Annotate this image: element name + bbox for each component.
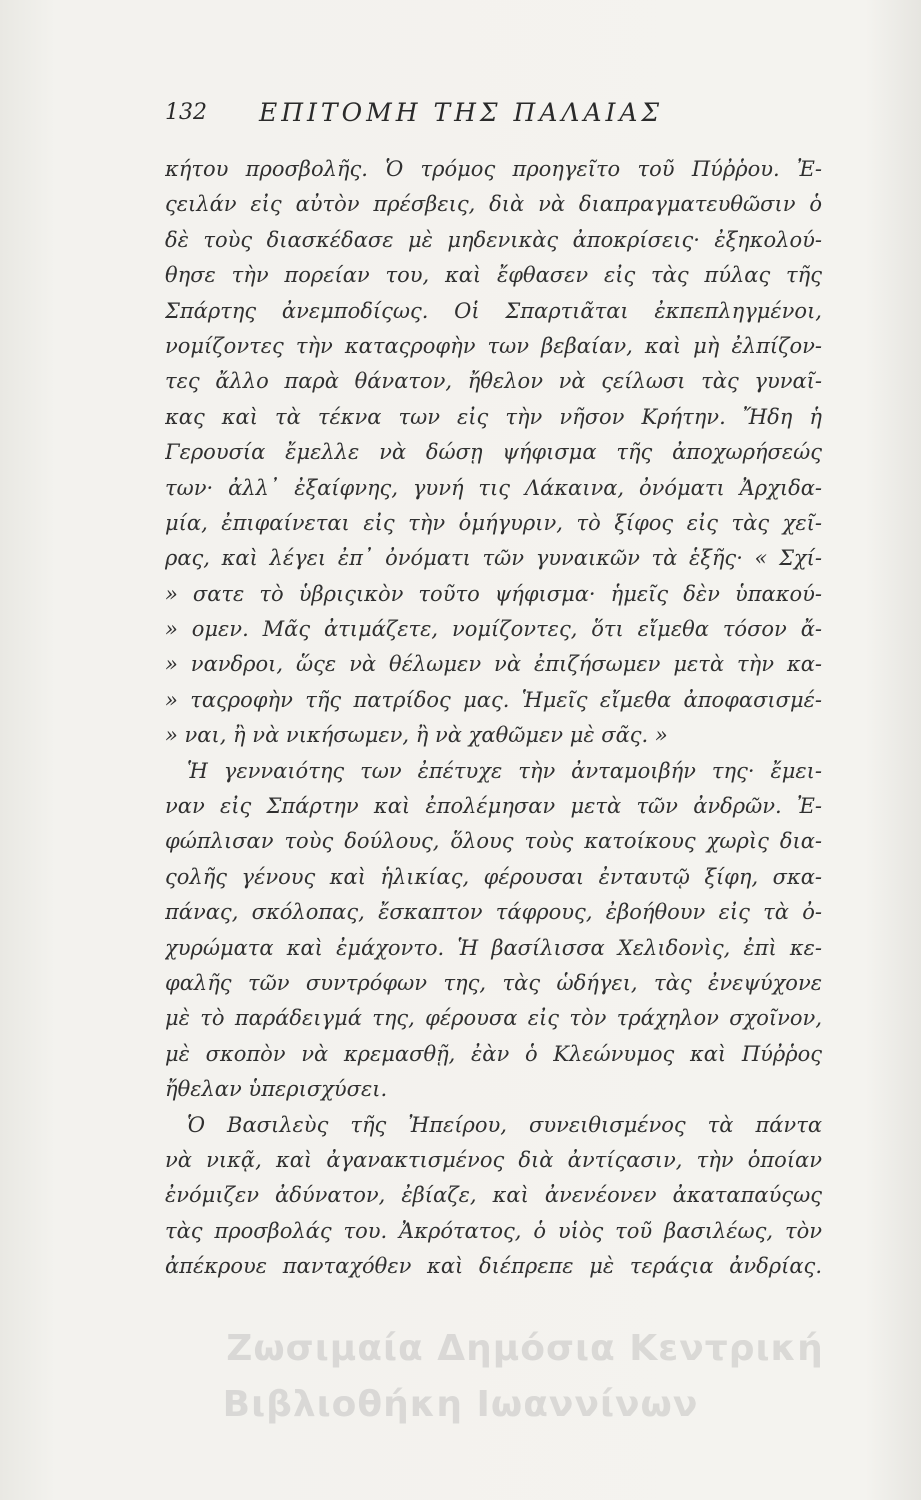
text-line: ςειλάν εἰς αὐτὸν πρέσβεις, διὰ νὰ διαπραγματευθῶσιν ὁ	[165, 192, 822, 217]
text-line: φαλῆς τῶν συντρόφων της, τὰς ὡδήγει, τὰς ἐνεψύχονε	[165, 970, 822, 995]
text-line: » ομεν. Μᾶς ἀτιμάζετε, νομίζοντες, ὅτι εἴμεθα τόσον ἄ-	[165, 617, 822, 642]
text-line: ναν εἰς Σπάρτην καὶ ἐπολέμησαν μετὰ τῶν ἀνδρῶν. Ἐ-	[165, 794, 822, 819]
text-line: κήτου προσβολῆς. Ὁ τρόμος προηγεῖτο τοῦ Πύῤῥου. Ἐ-	[165, 157, 822, 181]
page-header	[165, 96, 820, 136]
text-line: » νανδροι, ὥςε νὰ θέλωμεν νὰ ἐπιζήσωμεν μετὰ τὴν κα-	[165, 652, 822, 677]
text-line: ἀπέκρουε πανταχόθεν καὶ διέπρεπε μὲ τεράςια ἀνδρίας.	[165, 1254, 822, 1279]
text-line: ρας, καὶ λέγει ἐπ᾽ ὀνόματι τῶν γυναικῶν τὰ ἑξῆς· « Σχί-	[165, 546, 822, 571]
text-line: ἐνόμιζεν ἀδύνατον, ἐβίαζε, καὶ ἀνενέονεν ἀκαταπαύςως	[165, 1183, 822, 1208]
text-line: των· ἀλλ᾽ ἐξαίφνης, γυνή τις Λάκαινα, ὀνόματι Ἀρχιδα-	[165, 475, 822, 500]
text-line: Γερουσία ἔμελλε νὰ δώσῃ ψήφισμα τῆς ἀποχωρήσεώς	[165, 440, 822, 465]
text-line: χυρώματα καὶ ἐμάχοντο. Ἡ βασίλισσα Χελιδονὶς, ἐπὶ κε-	[165, 935, 822, 960]
body-text	[165, 152, 822, 1285]
library-watermark-line1: Ζωσιμαία Δημόσια Κεντρική	[226, 1328, 824, 1369]
text-line: δὲ τοὺς διασκέδασε μὲ μηδενικὰς ἀποκρίσεις· ἐξηκολού-	[165, 227, 822, 252]
text-line: νομίζοντες τὴν καταςροφὴν των βεβαίαν, καὶ μὴ ἐλπίζον-	[165, 333, 822, 358]
text-line: τες ἄλλο παρὰ θάνατον, ἤθελον νὰ ςείλωσι τὰς γυναῖ-	[165, 369, 822, 394]
text-line: κας καὶ τὰ τέκνα των εἰς τὴν νῆσον Κρήτην. Ἤδη ἡ	[165, 404, 822, 429]
text-line: μὲ σκοπὸν νὰ κρεμασθῇ, ἐὰν ὁ Κλεώνυμος καὶ Πύῤῥος	[165, 1041, 822, 1066]
text-line: ςολῆς γένους καὶ ἡλικίας, φέρουσαι ἐνταυτῷ ξίφη, σκα-	[165, 864, 822, 889]
running-head: ΕΠΙΤΟΜΗ ΤΗΣ ΠΑΛΑΙΑΣ	[259, 98, 664, 127]
text-line: θησε τὴν πορείαν του, καὶ ἔφθασεν εἰς τὰς πύλας τῆς	[165, 263, 822, 288]
text-line: νὰ νικᾷ, καὶ ἀγανακτισμένος διὰ ἀντίςασιν, τὴν ὁποίαν	[165, 1147, 822, 1172]
text-line: » σατε τὸ ὑβριςικὸν τοῦτο ψήφισμα· ἡμεῖς δὲν ὑπακού-	[165, 581, 822, 606]
text-line: μία, ἐπιφαίνεται εἰς τὴν ὁμήγυριν, τὸ ξίφος εἰς τὰς χεῖ-	[165, 510, 822, 535]
text-line: » ταςροφὴν τῆς πατρίδος μας. Ἡμεῖς εἴμεθα ἀποφασισμέ-	[165, 687, 822, 712]
text-line: μὲ τὸ παράδειγμά της, φέρουσα εἰς τὸν τράχηλον σχοῖνον,	[165, 1006, 822, 1031]
page-number: 132	[165, 100, 207, 125]
text-line: πάνας, σκόλοπας, ἔσκαπτον τάφρους, ἐβοήθουν εἰς τὰ ὀ-	[165, 900, 822, 925]
paragraph-start-line: Ὁ Βασιλεὺς τῆς Ἠπείρου, συνειθισμένος τὰ πάντα	[187, 1112, 822, 1137]
paragraph-start-line: Ἡ γενναιότης των ἐπέτυχε τὴν ἀνταμοιβήν της· ἔμει-	[187, 758, 822, 783]
text-line: » ναι, ἢ νὰ νικήσωμεν, ἢ νὰ χαθῶμεν μὲ σᾶς. »	[165, 723, 668, 748]
text-line: Σπάρτης ἀνεμποδίςως. Οἱ Σπαρτιᾶται ἐκπεπληγμένοι,	[165, 298, 822, 323]
text-line: τὰς προσβολάς του. Ἀκρότατος, ὁ υἱὸς τοῦ βασιλέως, τὸν	[165, 1218, 822, 1243]
text-line: φώπλισαν τοὺς δούλους, ὅλους τοὺς κατοίκους χωρὶς δια-	[165, 829, 822, 854]
library-watermark-line2: Βιβλιοθήκη Ιωαννίνων	[222, 1384, 699, 1425]
text-line: ἤθελαν ὑπερισχύσει.	[165, 1077, 388, 1102]
